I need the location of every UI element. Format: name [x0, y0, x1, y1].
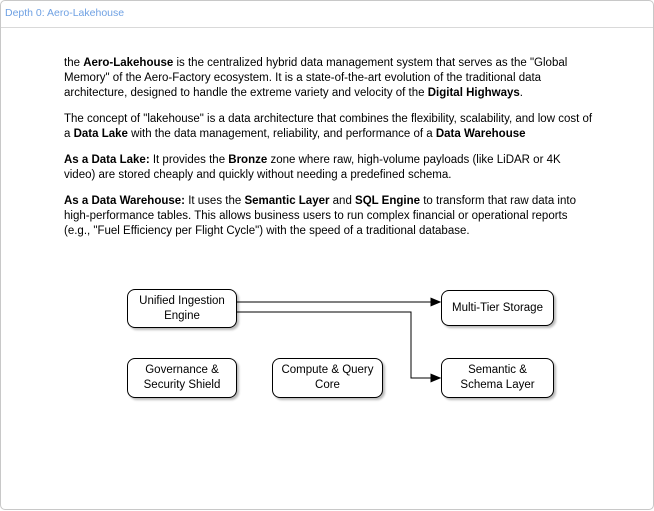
node-label: [281, 363, 373, 393]
node-label-line: Engine: [164, 309, 200, 322]
paragraph: As a Data Lake: It provides the Bronze zone where raw, high-volume payloads (like LiDAR or 4K video) are stored cheaply and quickly without needing a predefined schema.: [64, 154, 561, 181]
node-label: [460, 363, 534, 393]
node-label: [144, 363, 221, 393]
node-label-line: Governance &: [145, 364, 219, 376]
arrowhead-semantic-icon: [431, 374, 440, 381]
node-label-line: Schema Layer: [460, 379, 535, 391]
node-multi-tier-storage[interactable]: [441, 290, 554, 326]
node-label-line: Multi-Tier Storage: [452, 301, 543, 314]
node-compute-query-core[interactable]: [272, 358, 383, 398]
node-label: [452, 301, 543, 316]
depth-header: [1, 1, 653, 28]
node-label-line: Core: [315, 379, 340, 391]
node-label-line: Security Shield: [143, 379, 221, 391]
node-unified-ingestion-engine[interactable]: [127, 289, 237, 328]
node-label-line: Unified Ingestion: [139, 294, 225, 307]
node-governance-security-shield[interactable]: [127, 358, 237, 398]
node-label-line: Semantic &: [468, 364, 527, 376]
node-semantic-schema-layer[interactable]: [441, 358, 554, 398]
paragraph: As a Data Warehouse: It uses the Semantic Layer and SQL Engine to transform that raw data into high-performance tables. This allows business users to run complex financial or operational reports (e.g., "Fuel Efficiency per Flight Cycle") with the speed of a traditional database.: [64, 195, 576, 237]
paragraph: the Aero-Lakehouse is the centralized hybrid data management system that serves as the "Global Memory" of the Aero-Factory ecosystem. It is a state-of-the-art evolution of the traditional data architecture, designed to handle the extreme variety and velocity of the Digital Highways.: [64, 57, 568, 99]
arrowhead-storage-icon: [431, 298, 440, 305]
node-label: [139, 294, 225, 324]
article-text: [64, 56, 594, 250]
depth-title: Depth 0: Aero-Lakehouse: [5, 7, 125, 19]
paragraph: The concept of "lakehouse" is a data architecture that combines the flexibility, scalability, and low cost of a Data Lake with the data management, reliability, and performance of a Data Warehouse: [64, 113, 593, 140]
node-label-line: Compute & Query: [281, 364, 374, 376]
